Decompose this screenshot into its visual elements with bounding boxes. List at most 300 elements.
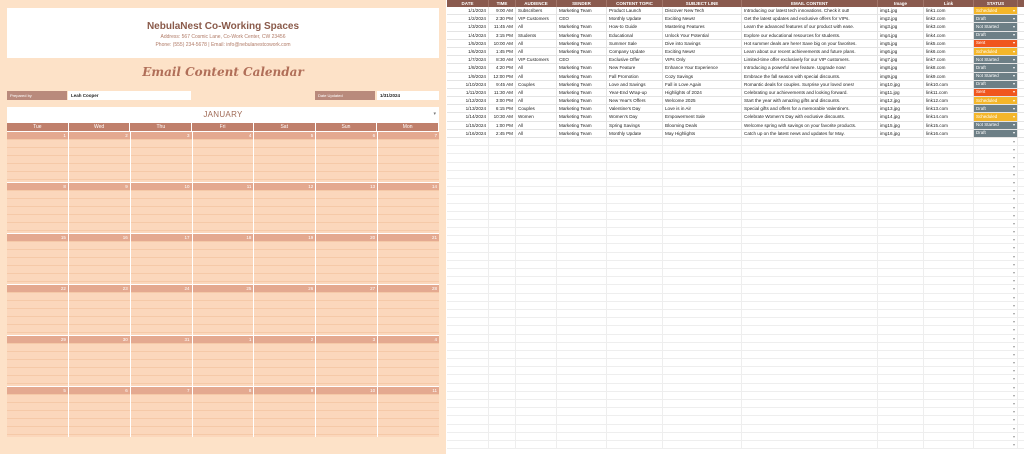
cell-email-content[interactable]: Romantic deals for couples. Surprise your loved ones! bbox=[742, 81, 878, 88]
empty-row[interactable] bbox=[447, 416, 1024, 424]
cell-image[interactable]: img4.jpg bbox=[878, 32, 924, 39]
empty-cell[interactable] bbox=[742, 187, 878, 194]
empty-cell[interactable] bbox=[607, 154, 663, 161]
empty-cell[interactable] bbox=[878, 433, 924, 440]
status-dropdown[interactable]: ▾ bbox=[974, 253, 1018, 260]
empty-row[interactable] bbox=[447, 146, 1024, 154]
chevron-down-icon[interactable]: ▾ bbox=[433, 111, 436, 117]
empty-cell[interactable] bbox=[557, 179, 607, 186]
calendar-day-cell[interactable] bbox=[7, 387, 68, 437]
cell-link[interactable]: link1.com bbox=[924, 7, 974, 14]
status-dropdown[interactable] bbox=[974, 130, 1018, 137]
empty-cell[interactable] bbox=[878, 171, 924, 178]
empty-cell[interactable] bbox=[878, 179, 924, 186]
empty-cell[interactable] bbox=[489, 269, 516, 276]
cell-time[interactable]: 9:45 AM bbox=[489, 81, 516, 88]
empty-cell[interactable] bbox=[742, 154, 878, 161]
empty-cell[interactable] bbox=[516, 416, 557, 423]
empty-row[interactable] bbox=[447, 408, 1024, 416]
empty-cell[interactable] bbox=[557, 220, 607, 227]
chevron-down-icon[interactable]: ▾ bbox=[1012, 64, 1015, 70]
empty-cell[interactable] bbox=[489, 212, 516, 219]
empty-cell[interactable] bbox=[924, 351, 974, 358]
empty-cell[interactable] bbox=[742, 138, 878, 145]
empty-cell[interactable] bbox=[742, 195, 878, 202]
empty-cell[interactable] bbox=[516, 244, 557, 251]
calendar-day-cell[interactable] bbox=[7, 336, 68, 386]
empty-row[interactable] bbox=[447, 220, 1024, 228]
empty-cell[interactable] bbox=[516, 195, 557, 202]
status-dropdown[interactable]: ▾ bbox=[974, 351, 1018, 358]
empty-cell[interactable] bbox=[607, 441, 663, 448]
chevron-down-icon[interactable]: ▾ bbox=[1012, 56, 1015, 62]
empty-cell[interactable] bbox=[663, 392, 742, 399]
empty-cell[interactable] bbox=[663, 285, 742, 292]
status-dropdown[interactable]: ▾ bbox=[974, 326, 1018, 333]
calendar-day-cell[interactable] bbox=[378, 285, 439, 335]
cell-date[interactable]: 1/15/2024 bbox=[447, 122, 489, 129]
empty-cell[interactable] bbox=[516, 187, 557, 194]
cell-sender[interactable]: Marketing Team bbox=[557, 32, 607, 39]
empty-cell[interactable] bbox=[742, 236, 878, 243]
empty-cell[interactable] bbox=[878, 277, 924, 284]
empty-cell[interactable] bbox=[924, 326, 974, 333]
empty-cell[interactable] bbox=[557, 367, 607, 374]
empty-cell[interactable] bbox=[557, 318, 607, 325]
empty-cell[interactable] bbox=[742, 253, 878, 260]
cell-subject-line[interactable]: Discover New Tech bbox=[663, 7, 742, 14]
empty-cell[interactable] bbox=[516, 261, 557, 268]
empty-cell[interactable] bbox=[663, 253, 742, 260]
cell-content-topic[interactable]: Fall Promotion bbox=[607, 73, 663, 80]
empty-cell[interactable] bbox=[489, 326, 516, 333]
calendar-day-cell[interactable] bbox=[378, 183, 439, 233]
cell-time[interactable]: 9:00 AM bbox=[489, 7, 516, 14]
status-dropdown[interactable]: ▾ bbox=[974, 138, 1018, 145]
empty-cell[interactable] bbox=[489, 236, 516, 243]
empty-cell[interactable] bbox=[924, 269, 974, 276]
column-header-date[interactable]: DATE bbox=[447, 0, 489, 7]
cell-subject-line[interactable]: Love is in Air bbox=[663, 105, 742, 112]
status-dropdown[interactable] bbox=[974, 89, 1018, 96]
cell-subject-line[interactable]: Empowerment Sale bbox=[663, 113, 742, 120]
empty-cell[interactable] bbox=[447, 195, 489, 202]
empty-cell[interactable] bbox=[924, 441, 974, 448]
empty-cell[interactable] bbox=[878, 154, 924, 161]
chevron-down-icon[interactable]: ▾ bbox=[1012, 15, 1015, 21]
empty-cell[interactable] bbox=[557, 294, 607, 301]
empty-cell[interactable] bbox=[878, 294, 924, 301]
empty-cell[interactable] bbox=[924, 163, 974, 170]
empty-cell[interactable] bbox=[663, 433, 742, 440]
empty-cell[interactable] bbox=[663, 212, 742, 219]
empty-cell[interactable] bbox=[878, 441, 924, 448]
empty-cell[interactable] bbox=[663, 367, 742, 374]
cell-image[interactable]: img6.jpg bbox=[878, 48, 924, 55]
cell-audience[interactable]: All bbox=[516, 40, 557, 47]
empty-cell[interactable] bbox=[489, 195, 516, 202]
calendar-day-cell[interactable] bbox=[131, 183, 192, 233]
empty-cell[interactable] bbox=[489, 244, 516, 251]
calendar-day-cell[interactable] bbox=[316, 234, 377, 284]
empty-cell[interactable] bbox=[447, 212, 489, 219]
empty-cell[interactable] bbox=[878, 351, 924, 358]
empty-cell[interactable] bbox=[742, 392, 878, 399]
empty-cell[interactable] bbox=[742, 220, 878, 227]
empty-cell[interactable] bbox=[607, 367, 663, 374]
cell-link[interactable]: link2.com bbox=[924, 15, 974, 22]
empty-cell[interactable] bbox=[447, 154, 489, 161]
status-dropdown[interactable]: ▾ bbox=[974, 277, 1018, 284]
empty-cell[interactable] bbox=[489, 318, 516, 325]
calendar-day-cell[interactable] bbox=[69, 336, 130, 386]
empty-cell[interactable] bbox=[878, 285, 924, 292]
status-dropdown[interactable]: ▾ bbox=[974, 384, 1018, 391]
empty-cell[interactable] bbox=[489, 425, 516, 432]
empty-row[interactable] bbox=[447, 138, 1024, 146]
empty-cell[interactable] bbox=[742, 179, 878, 186]
empty-cell[interactable] bbox=[516, 433, 557, 440]
calendar-day-cell[interactable] bbox=[378, 336, 439, 386]
empty-row[interactable] bbox=[447, 212, 1024, 220]
cell-email-content[interactable]: Get the latest updates and exclusive offers for VIPs. bbox=[742, 15, 878, 22]
empty-cell[interactable] bbox=[516, 335, 557, 342]
empty-cell[interactable] bbox=[924, 367, 974, 374]
empty-cell[interactable] bbox=[516, 204, 557, 211]
empty-cell[interactable] bbox=[878, 163, 924, 170]
empty-cell[interactable] bbox=[607, 204, 663, 211]
empty-cell[interactable] bbox=[557, 375, 607, 382]
empty-cell[interactable] bbox=[663, 236, 742, 243]
empty-cell[interactable] bbox=[742, 212, 878, 219]
empty-cell[interactable] bbox=[489, 384, 516, 391]
empty-cell[interactable] bbox=[557, 384, 607, 391]
empty-cell[interactable] bbox=[607, 392, 663, 399]
empty-cell[interactable] bbox=[516, 302, 557, 309]
empty-cell[interactable] bbox=[607, 408, 663, 415]
empty-cell[interactable] bbox=[489, 392, 516, 399]
empty-cell[interactable] bbox=[557, 277, 607, 284]
empty-cell[interactable] bbox=[663, 187, 742, 194]
cell-date[interactable]: 1/7/2024 bbox=[447, 56, 489, 63]
empty-cell[interactable] bbox=[557, 310, 607, 317]
empty-cell[interactable] bbox=[447, 261, 489, 268]
empty-cell[interactable] bbox=[742, 351, 878, 358]
empty-row[interactable] bbox=[447, 171, 1024, 179]
empty-cell[interactable] bbox=[878, 425, 924, 432]
empty-cell[interactable] bbox=[516, 138, 557, 145]
empty-cell[interactable] bbox=[516, 400, 557, 407]
empty-cell[interactable] bbox=[607, 244, 663, 251]
empty-cell[interactable] bbox=[557, 195, 607, 202]
empty-cell[interactable] bbox=[742, 335, 878, 342]
cell-content-topic[interactable]: Product Launch bbox=[607, 7, 663, 14]
status-dropdown[interactable]: ▾ bbox=[974, 302, 1018, 309]
empty-cell[interactable] bbox=[742, 433, 878, 440]
calendar-day-cell[interactable] bbox=[378, 234, 439, 284]
column-header-subject-line[interactable]: SUBJECT LINE bbox=[663, 0, 742, 7]
column-header-status[interactable]: STATUS bbox=[974, 0, 1018, 7]
empty-row[interactable] bbox=[447, 228, 1024, 236]
cell-content-topic[interactable]: Monthly Update bbox=[607, 15, 663, 22]
calendar-day-cell[interactable] bbox=[378, 132, 439, 182]
status-dropdown[interactable]: ▾ bbox=[974, 179, 1018, 186]
empty-row[interactable] bbox=[447, 441, 1024, 449]
empty-cell[interactable] bbox=[516, 375, 557, 382]
chevron-down-icon[interactable]: ▾ bbox=[1012, 48, 1015, 54]
empty-cell[interactable] bbox=[663, 228, 742, 235]
empty-cell[interactable] bbox=[447, 244, 489, 251]
status-dropdown[interactable] bbox=[974, 113, 1018, 120]
cell-email-content[interactable]: Special gifts and offers for a memorable Valentine's. bbox=[742, 105, 878, 112]
cell-date[interactable]: 1/16/2024 bbox=[447, 130, 489, 137]
empty-cell[interactable] bbox=[878, 261, 924, 268]
column-header-image[interactable]: Image bbox=[878, 0, 924, 7]
cell-sender[interactable]: Marketing Team bbox=[557, 81, 607, 88]
empty-cell[interactable] bbox=[924, 204, 974, 211]
empty-cell[interactable] bbox=[878, 384, 924, 391]
cell-audience[interactable]: VIP Customers bbox=[516, 15, 557, 22]
empty-cell[interactable] bbox=[607, 269, 663, 276]
calendar-day-cell[interactable] bbox=[254, 336, 315, 386]
empty-cell[interactable] bbox=[742, 302, 878, 309]
empty-row[interactable] bbox=[447, 318, 1024, 326]
empty-cell[interactable] bbox=[663, 441, 742, 448]
empty-cell[interactable] bbox=[742, 228, 878, 235]
cell-audience[interactable]: Students bbox=[516, 32, 557, 39]
empty-cell[interactable] bbox=[878, 138, 924, 145]
cell-link[interactable]: link14.com bbox=[924, 113, 974, 120]
cell-link[interactable]: link7.com bbox=[924, 56, 974, 63]
empty-row[interactable] bbox=[447, 285, 1024, 293]
cell-image[interactable]: img3.jpg bbox=[878, 23, 924, 30]
empty-row[interactable] bbox=[447, 400, 1024, 408]
empty-cell[interactable] bbox=[878, 269, 924, 276]
empty-cell[interactable] bbox=[878, 220, 924, 227]
cell-audience[interactable]: Subscribers bbox=[516, 7, 557, 14]
empty-cell[interactable] bbox=[557, 335, 607, 342]
empty-cell[interactable] bbox=[607, 335, 663, 342]
empty-cell[interactable] bbox=[489, 343, 516, 350]
status-dropdown[interactable]: ▾ bbox=[974, 392, 1018, 399]
status-dropdown[interactable]: ▾ bbox=[974, 146, 1018, 153]
empty-cell[interactable] bbox=[516, 425, 557, 432]
cell-image[interactable]: img5.jpg bbox=[878, 40, 924, 47]
chevron-down-icon[interactable]: ▾ bbox=[1012, 40, 1015, 46]
cell-link[interactable]: link4.com bbox=[924, 32, 974, 39]
cell-audience[interactable]: All bbox=[516, 130, 557, 137]
empty-row[interactable] bbox=[447, 163, 1024, 171]
empty-row[interactable] bbox=[447, 384, 1024, 392]
cell-image[interactable]: img12.jpg bbox=[878, 97, 924, 104]
status-dropdown[interactable]: ▾ bbox=[974, 441, 1018, 448]
empty-cell[interactable] bbox=[878, 244, 924, 251]
calendar-day-cell[interactable] bbox=[254, 285, 315, 335]
cell-content-topic[interactable]: Summer Sale bbox=[607, 40, 663, 47]
empty-cell[interactable] bbox=[924, 179, 974, 186]
status-dropdown[interactable]: ▾ bbox=[974, 433, 1018, 440]
cell-subject-line[interactable]: Welcome 2025 bbox=[663, 97, 742, 104]
empty-cell[interactable] bbox=[607, 318, 663, 325]
cell-content-topic[interactable]: Monthly Update bbox=[607, 130, 663, 137]
status-dropdown[interactable]: ▾ bbox=[974, 416, 1018, 423]
empty-cell[interactable] bbox=[924, 343, 974, 350]
status-dropdown[interactable]: ▾ bbox=[974, 359, 1018, 366]
cell-audience[interactable]: All bbox=[516, 73, 557, 80]
calendar-day-cell[interactable] bbox=[69, 387, 130, 437]
date-updated-value[interactable]: 1/31/2024 bbox=[377, 91, 439, 100]
calendar-day-cell[interactable] bbox=[316, 285, 377, 335]
cell-date[interactable]: 1/14/2024 bbox=[447, 113, 489, 120]
status-dropdown[interactable]: ▾ bbox=[974, 220, 1018, 227]
status-dropdown[interactable]: ▾ bbox=[974, 195, 1018, 202]
status-dropdown[interactable] bbox=[974, 81, 1018, 88]
cell-date[interactable]: 1/1/2024 bbox=[447, 7, 489, 14]
empty-cell[interactable] bbox=[557, 204, 607, 211]
empty-cell[interactable] bbox=[878, 416, 924, 423]
empty-row[interactable] bbox=[447, 392, 1024, 400]
empty-cell[interactable] bbox=[878, 359, 924, 366]
cell-content-topic[interactable]: Love and Savings bbox=[607, 81, 663, 88]
empty-cell[interactable] bbox=[516, 392, 557, 399]
empty-cell[interactable] bbox=[663, 146, 742, 153]
cell-audience[interactable]: Couples bbox=[516, 105, 557, 112]
status-dropdown[interactable]: ▾ bbox=[974, 163, 1018, 170]
column-header-audience[interactable]: AUDIENCE bbox=[516, 0, 557, 7]
cell-content-topic[interactable]: Valentine's Day bbox=[607, 105, 663, 112]
empty-cell[interactable] bbox=[924, 294, 974, 301]
chevron-down-icon[interactable]: ▾ bbox=[1012, 114, 1015, 120]
empty-cell[interactable] bbox=[924, 318, 974, 325]
cell-link[interactable]: link10.com bbox=[924, 81, 974, 88]
empty-cell[interactable] bbox=[878, 236, 924, 243]
empty-cell[interactable] bbox=[742, 310, 878, 317]
empty-cell[interactable] bbox=[924, 285, 974, 292]
empty-cell[interactable] bbox=[742, 277, 878, 284]
cell-sender[interactable]: Marketing Team bbox=[557, 105, 607, 112]
calendar-day-cell[interactable] bbox=[193, 336, 254, 386]
empty-cell[interactable] bbox=[557, 187, 607, 194]
cell-audience[interactable]: All bbox=[516, 48, 557, 55]
cell-sender[interactable]: Marketing Team bbox=[557, 23, 607, 30]
cell-email-content[interactable]: Start the year with amazing gifts and discounts. bbox=[742, 97, 878, 104]
cell-sender[interactable]: Marketing Team bbox=[557, 97, 607, 104]
empty-cell[interactable] bbox=[447, 318, 489, 325]
empty-cell[interactable] bbox=[516, 367, 557, 374]
empty-cell[interactable] bbox=[447, 302, 489, 309]
cell-date[interactable]: 1/8/2024 bbox=[447, 64, 489, 71]
empty-row[interactable] bbox=[447, 326, 1024, 334]
calendar-day-cell[interactable] bbox=[131, 132, 192, 182]
chevron-down-icon[interactable]: ▾ bbox=[1012, 32, 1015, 38]
empty-cell[interactable] bbox=[924, 310, 974, 317]
calendar-day-cell[interactable] bbox=[254, 387, 315, 437]
empty-cell[interactable] bbox=[663, 220, 742, 227]
cell-image[interactable]: img7.jpg bbox=[878, 56, 924, 63]
cell-subject-line[interactable]: Mastering Features bbox=[663, 23, 742, 30]
empty-cell[interactable] bbox=[663, 375, 742, 382]
empty-cell[interactable] bbox=[607, 384, 663, 391]
status-dropdown[interactable]: ▾ bbox=[974, 375, 1018, 382]
status-dropdown[interactable]: ▾ bbox=[974, 318, 1018, 325]
cell-time[interactable]: 1:00 PM bbox=[489, 122, 516, 129]
empty-cell[interactable] bbox=[489, 408, 516, 415]
empty-cell[interactable] bbox=[447, 277, 489, 284]
empty-cell[interactable] bbox=[489, 359, 516, 366]
empty-cell[interactable] bbox=[516, 351, 557, 358]
calendar-day-cell[interactable] bbox=[7, 234, 68, 284]
cell-sender[interactable]: Marketing Team bbox=[557, 113, 607, 120]
empty-cell[interactable] bbox=[489, 335, 516, 342]
chevron-down-icon[interactable]: ▾ bbox=[1012, 122, 1015, 128]
calendar-day-cell[interactable] bbox=[7, 132, 68, 182]
calendar-day-cell[interactable] bbox=[131, 234, 192, 284]
empty-cell[interactable] bbox=[447, 367, 489, 374]
calendar-day-cell[interactable] bbox=[193, 387, 254, 437]
empty-cell[interactable] bbox=[607, 163, 663, 170]
empty-row[interactable] bbox=[447, 154, 1024, 162]
empty-cell[interactable] bbox=[489, 171, 516, 178]
empty-cell[interactable] bbox=[742, 441, 878, 448]
column-header-sender[interactable]: SENDER bbox=[557, 0, 607, 7]
status-dropdown[interactable]: ▾ bbox=[974, 236, 1018, 243]
empty-cell[interactable] bbox=[924, 244, 974, 251]
empty-cell[interactable] bbox=[557, 351, 607, 358]
cell-sender[interactable]: Marketing Team bbox=[557, 7, 607, 14]
empty-cell[interactable] bbox=[607, 179, 663, 186]
empty-cell[interactable] bbox=[742, 425, 878, 432]
empty-cell[interactable] bbox=[516, 441, 557, 448]
empty-cell[interactable] bbox=[924, 277, 974, 284]
empty-cell[interactable] bbox=[447, 171, 489, 178]
chevron-down-icon[interactable]: ▾ bbox=[1012, 23, 1015, 29]
column-header-link[interactable]: Link bbox=[924, 0, 974, 7]
empty-cell[interactable] bbox=[607, 277, 663, 284]
empty-row[interactable] bbox=[447, 195, 1024, 203]
status-dropdown[interactable] bbox=[974, 23, 1018, 30]
empty-cell[interactable] bbox=[557, 302, 607, 309]
empty-cell[interactable] bbox=[878, 212, 924, 219]
empty-cell[interactable] bbox=[878, 302, 924, 309]
cell-subject-line[interactable]: Enhance Your Experience bbox=[663, 64, 742, 71]
cell-time[interactable]: 2:45 PM bbox=[489, 130, 516, 137]
empty-cell[interactable] bbox=[607, 343, 663, 350]
empty-cell[interactable] bbox=[516, 146, 557, 153]
chevron-down-icon[interactable]: ▾ bbox=[1012, 73, 1015, 79]
status-dropdown[interactable] bbox=[974, 56, 1018, 63]
cell-audience[interactable]: VIP Customers bbox=[516, 56, 557, 63]
cell-subject-line[interactable]: VIPs Only bbox=[663, 56, 742, 63]
chevron-down-icon[interactable]: ▾ bbox=[1012, 130, 1015, 136]
cell-email-content[interactable]: Embrace the fall season with special discounts. bbox=[742, 73, 878, 80]
cell-date[interactable]: 1/5/2024 bbox=[447, 40, 489, 47]
cell-link[interactable]: link16.com bbox=[924, 130, 974, 137]
empty-cell[interactable] bbox=[924, 154, 974, 161]
empty-cell[interactable] bbox=[663, 269, 742, 276]
empty-cell[interactable] bbox=[557, 408, 607, 415]
empty-cell[interactable] bbox=[489, 179, 516, 186]
status-dropdown[interactable] bbox=[974, 105, 1018, 112]
empty-row[interactable] bbox=[447, 179, 1024, 187]
cell-email-content[interactable]: Celebrate Women's Day with exclusive discounts. bbox=[742, 113, 878, 120]
empty-cell[interactable] bbox=[516, 228, 557, 235]
empty-cell[interactable] bbox=[878, 195, 924, 202]
cell-content-topic[interactable]: Educational bbox=[607, 32, 663, 39]
empty-cell[interactable] bbox=[878, 400, 924, 407]
calendar-day-cell[interactable] bbox=[378, 387, 439, 437]
empty-cell[interactable] bbox=[924, 253, 974, 260]
empty-cell[interactable] bbox=[607, 425, 663, 432]
